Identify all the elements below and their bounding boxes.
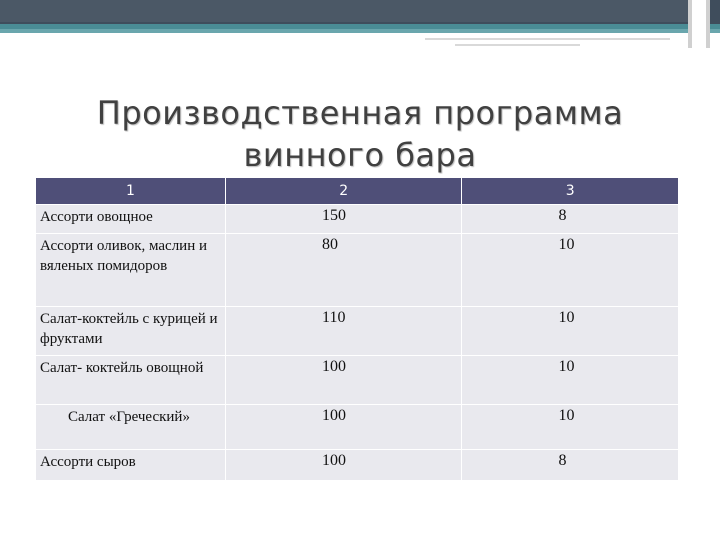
decor-vline [706,0,710,48]
decor-line [455,44,580,46]
col3-value: 10 [462,405,678,450]
col3-value: 10 [462,356,678,405]
dish-name: Ассорти сыров [36,450,226,481]
col2-value: 100 [226,405,462,450]
table-row [36,205,678,234]
dish-name: Салат «Греческий» [36,405,226,450]
slide-title-line1: Производственная программа [96,94,624,132]
slide-title-line2: винного бара [243,136,477,174]
dish-name: Салат-коктейль с курицей и фруктами [36,307,226,356]
slide-title [60,92,660,176]
col2-value: 110 [226,307,462,356]
table-header-row [36,178,678,205]
col2-value: 100 [226,356,462,405]
col3-value: 10 [462,307,678,356]
col2-value: 150 [226,205,462,234]
decor-vgap [692,0,706,40]
col3-value: 10 [462,234,678,307]
production-table [36,178,678,480]
decor-line [425,38,670,40]
col2-value: 100 [226,450,462,481]
table-row [36,450,678,481]
dish-name: Ассорти овощное [36,205,226,234]
table-row [36,307,678,356]
col3-value: 8 [462,205,678,234]
dish-name: Салат- коктейль овощной [36,356,226,405]
col2-value: 80 [226,234,462,307]
table-header-cell: 3 [462,178,678,205]
top-decor-bar-inner [0,0,690,22]
table-row [36,234,678,307]
top-accent-bar-light [0,29,720,33]
table-header-cell: 1 [36,178,226,205]
col3-value: 8 [462,450,678,481]
table-row [36,356,678,405]
table-row [36,405,678,450]
table-header-cell: 2 [226,178,462,205]
dish-name: Ассорти оливок, маслин и вяленых помидоров [36,234,226,307]
